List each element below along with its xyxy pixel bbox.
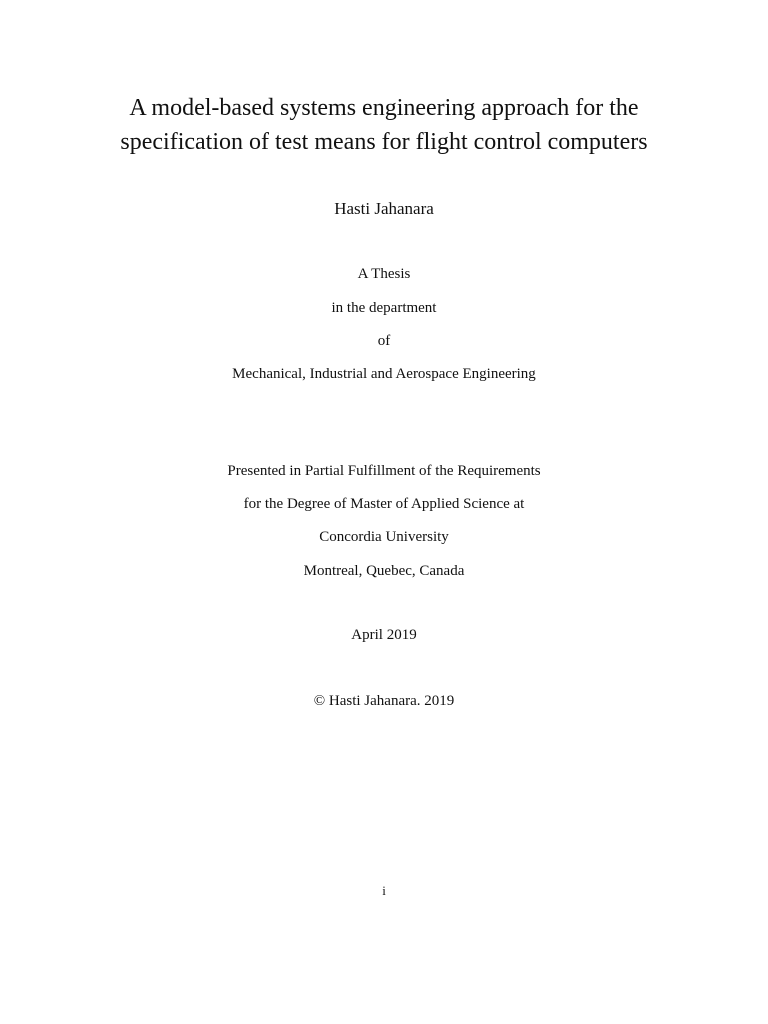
thesis-line-2: in the department: [331, 300, 437, 316]
department-name: Mechanical, Industrial and Aerospace Engineering: [232, 366, 536, 382]
submission-date: April 2019: [351, 627, 417, 643]
page-number: i: [382, 883, 386, 898]
requirements-line-1: Presented in Partial Fulfillment of the Requirements: [227, 463, 541, 479]
copyright-notice: © Hasti Jahanara. 2019: [313, 693, 455, 709]
author-name: Hasti Jahanara: [334, 199, 434, 218]
location: Montreal, Quebec, Canada: [303, 563, 465, 579]
requirements-line-2: for the Degree of Master of Applied Science at: [243, 496, 525, 512]
thesis-line-3: of: [377, 333, 391, 349]
title-line-2: specification of test means for flight control computers: [120, 129, 648, 155]
title-line-1: A model-based systems engineering approach for the: [129, 95, 639, 121]
university-name: Concordia University: [319, 529, 449, 545]
thesis-line-1: A Thesis: [357, 266, 411, 282]
